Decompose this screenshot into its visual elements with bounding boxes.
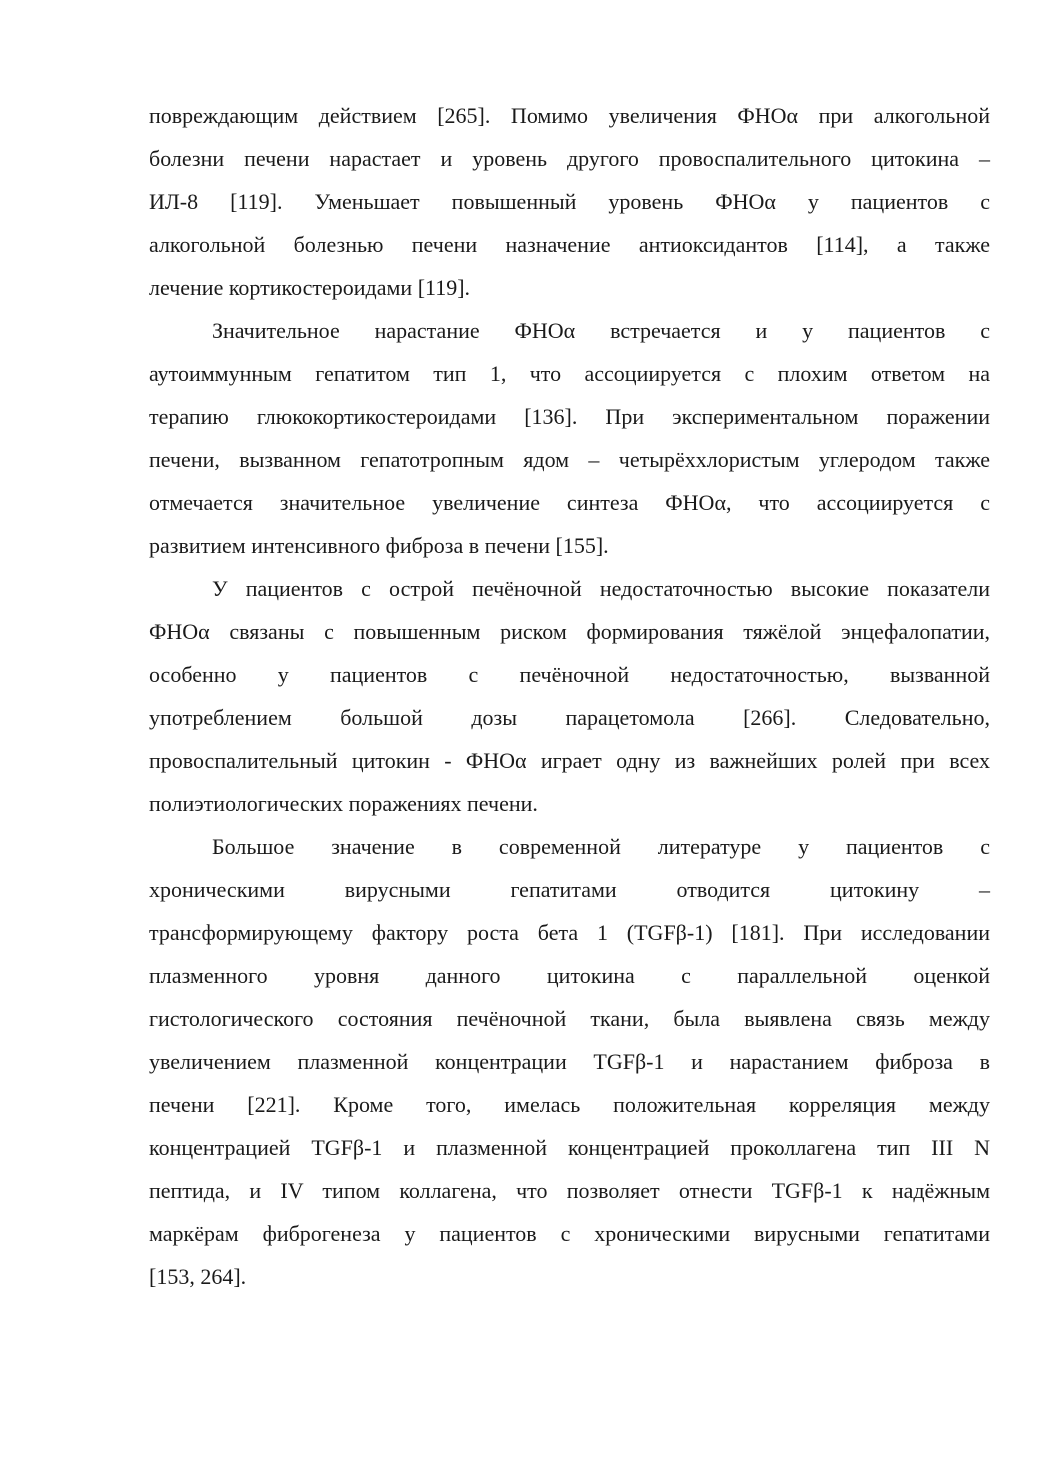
text-line: терапию глюкокортикостероидами [136]. При экспериментальном поражении [149, 404, 990, 429]
text-line: Большое значение в современной литературе у пациентов с [212, 834, 990, 859]
text-line: болезни печени нарастает и уровень другого провоспалительного цитокина – [149, 146, 990, 171]
paragraph-2 [149, 309, 990, 567]
text-line: Значительное нарастание ФНОα встречается и у пациентов с [212, 318, 990, 343]
text-line: трансформирующему фактору роста бета 1 (TGFβ-1) [181]. При исследовании [149, 920, 990, 945]
text-line: плазменного уровня данного цитокина с параллельной оценкой [149, 963, 990, 988]
text-line: печени, вызванном гепатотропным ядом – четырёххлористым углеродом также [149, 447, 990, 472]
paragraph-3 [149, 567, 990, 825]
text-line: аутоиммунным гепатитом тип 1, что ассоциируется с плохим ответом на [149, 361, 990, 386]
text-line: алкогольной болезнью печени назначение антиоксидантов [114], а также [149, 232, 990, 257]
text-line: ФНОα связаны с повышенным риском формирования тяжёлой энцефалопатии, [149, 619, 990, 644]
text-line: У пациентов с острой печёночной недостаточностью высокие показатели [212, 576, 990, 601]
text-line: повреждающим действием [265]. Помимо увеличения ФНОα при алкогольной [149, 103, 990, 128]
text-line: хроническими вирусными гепатитами отводится цитокину – [149, 877, 990, 902]
text-line: пептида, и IV типом коллагена, что позволяет отнести TGFβ-1 к надёжным [149, 1178, 990, 1203]
text-line: лечение кортикостероидами [119]. [149, 275, 471, 300]
text-line: особенно у пациентов с печёночной недостаточностью, вызванной [149, 662, 990, 687]
text-line: маркёрам фиброгенеза у пациентов с хроническими вирусными гепатитами [149, 1221, 990, 1246]
text-line: ИЛ-8 [119]. Уменьшает повышенный уровень ФНОα у пациентов с [149, 189, 990, 214]
text-line: отмечается значительное увеличение синтеза ФНОα, что ассоциируется с [149, 490, 990, 515]
text-line: гистологического состояния печёночной ткани, была выявлена связь между [149, 1006, 990, 1031]
document-page [149, 94, 990, 1298]
text-line: провоспалительный цитокин - ФНОα играет одну из важнейших ролей при всех [149, 748, 990, 773]
text-line: печени [221]. Кроме того, имелась положительная корреляция между [149, 1092, 990, 1117]
text-line: полиэтиологических поражениях печени. [149, 791, 538, 816]
text-line: концентрацией TGFβ-1 и плазменной концентрацией проколлагена тип III N [149, 1135, 990, 1160]
paragraph-4 [149, 825, 990, 1298]
paragraph-1 [149, 94, 990, 309]
text-line: развитием интенсивного фиброза в печени [155]. [149, 533, 609, 558]
text-line: употреблением большой дозы парацетомола [266]. Следовательно, [149, 705, 990, 730]
text-line: [153, 264]. [149, 1264, 247, 1289]
text-line: увеличением плазменной концентрации TGFβ-1 и нарастанием фиброза в [149, 1049, 990, 1074]
